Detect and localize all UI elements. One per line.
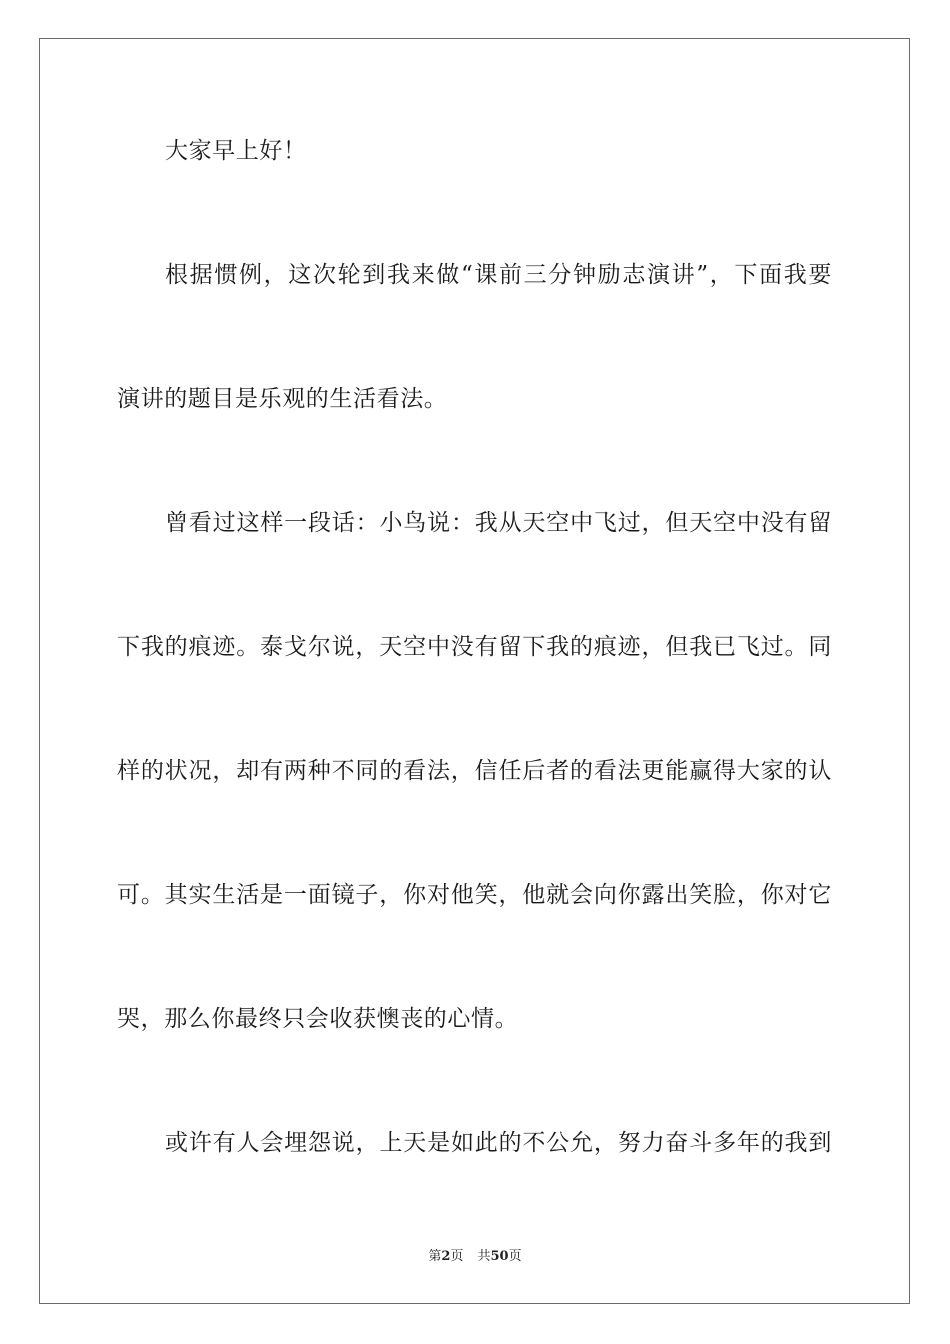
total-prefix: 共	[477, 1249, 491, 1264]
paragraph-line: 或许有人会埋怨说，上天是如此的不公允，努力奋斗多年的我到	[165, 1130, 832, 1156]
paragraph-greeting: 大家早上好！	[165, 138, 307, 164]
paragraph-line: 可。其实生活是一面镜子，你对他笑，他就会向你露出笑脸，你对它	[117, 882, 832, 908]
page-border	[39, 38, 910, 1304]
total-pages: 50	[490, 1249, 509, 1264]
paragraph-line: 曾看过这样一段话：小鸟说：我从天空中飞过，但天空中没有留	[165, 510, 832, 536]
paragraph-line: 根据惯例，这次轮到我来做“课前三分钟励志演讲”，下面我要	[165, 262, 832, 288]
page-number: 2	[441, 1249, 451, 1264]
total-suffix: 页	[508, 1249, 522, 1264]
paragraph-line: 下我的痕迹。泰戈尔说，天空中没有留下我的痕迹，但我已飞过。同	[117, 634, 832, 660]
paragraph-line: 样的状况，却有两种不同的看法，信任后者的看法更能赢得大家的认	[117, 758, 832, 784]
paragraph-line: 演讲的题目是乐观的生活看法。	[117, 386, 448, 412]
page-footer	[0, 1248, 950, 1266]
page-prefix: 第	[428, 1249, 442, 1264]
paragraph-line: 哭，那么你最终只会收获懊丧的心情。	[117, 1006, 519, 1032]
page-suffix: 页	[450, 1249, 464, 1264]
